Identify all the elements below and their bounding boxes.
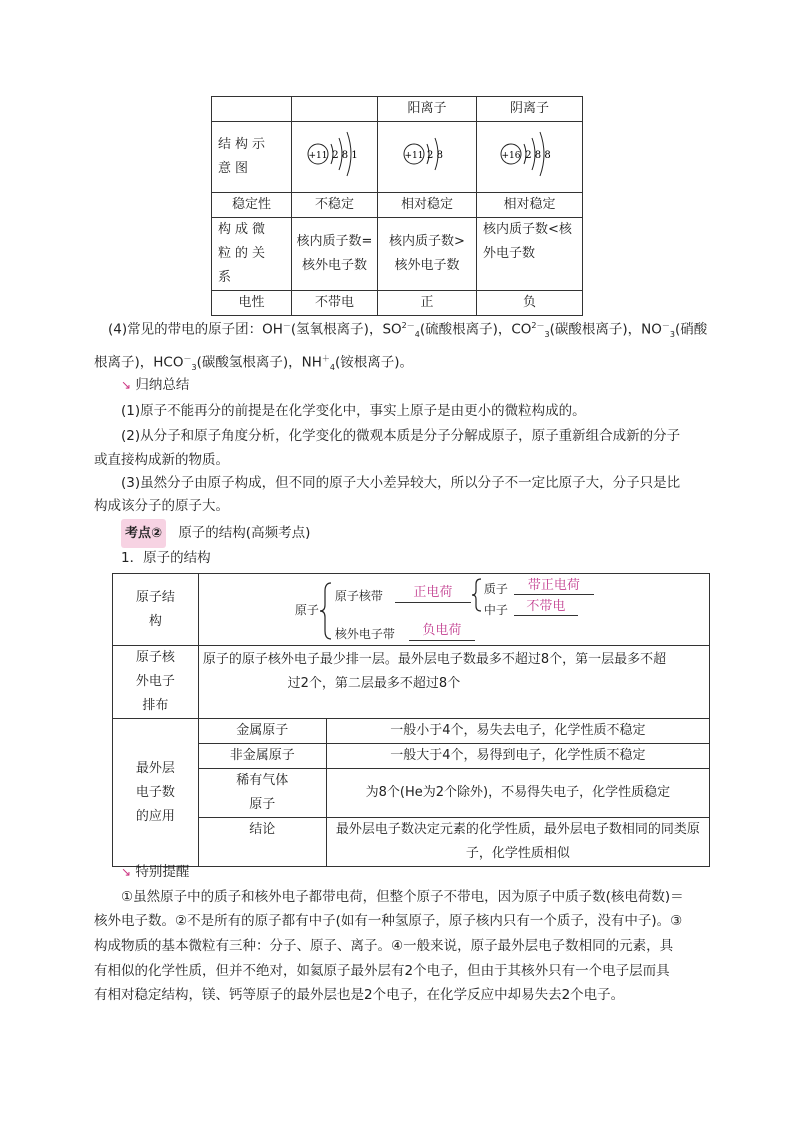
summary-p3-line2: 构成该分子的原子大。 <box>94 498 229 514</box>
atom-structure-table <box>112 573 710 867</box>
row-label-atom-structure: 原子结构 <box>113 574 199 646</box>
svg-text:+11: +11 <box>404 150 424 161</box>
kaodian-title: 原子的结构(高频考点) <box>178 525 311 541</box>
neutron-charge-answer: 不带电 <box>514 598 578 616</box>
row-label-relation: 构成微粒的关系 <box>212 218 292 291</box>
relation-atom: 核内质子数=核外电子数 <box>292 218 378 291</box>
electron-charge-answer: 负电荷 <box>409 622 475 641</box>
tip-line5: 有相对稳定结构，镁、钙等原子的最外层也是2个电子，在化学反应中却易失去2个电子。 <box>94 987 625 1003</box>
nonmetal-atom-desc: 一般大于4个，易得到电子，化学性质不稳定 <box>326 744 709 769</box>
header-anion: 阴离子 <box>477 97 583 122</box>
charge-atom: 不带电 <box>292 291 378 316</box>
anion-diagram-cell <box>477 122 583 193</box>
arrow-icon: ↘ <box>121 378 132 392</box>
header-cation: 阳离子 <box>378 97 477 122</box>
relation-cation: 核内质子数>核外电子数 <box>378 218 477 291</box>
ion-groups-line1: (4)常见的带电的原子团：OH－(氢氧根离子)，$SO^{2-}_4$(硫酸根离子)，$CO^{2-}_3$(碳酸根离子)，$NO^-_3$(硝酸 <box>108 321 708 340</box>
tip-line3: 构成物质的基本微粒有三种：分子、原子、离子。④一般来说，原子最外层电子数相同的元素，具 <box>94 938 674 954</box>
metal-atom-desc: 一般小于4个，易失去电子，化学性质不稳定 <box>326 719 709 744</box>
stability-anion: 相对稳定 <box>477 193 583 218</box>
tip-line1: ①虽然原子中的质子和核外电子都带电荷，但整个原子不带电，因为原子中质子数(核电荷数)＝ <box>121 889 684 905</box>
atom-diagram-cell <box>292 122 378 193</box>
summary-heading: ↘ 归纳总结 <box>121 377 190 393</box>
conclusion-desc: 最外层电子数决定元素的化学性质，最外层电子数相同的同类原子，化学性质相似 <box>326 818 709 867</box>
section-subtitle: 1．原子的结构 <box>121 550 211 566</box>
row-label-charge: 电性 <box>212 291 292 316</box>
conclusion-label: 结论 <box>198 818 326 867</box>
tip-line2: 核外电子数。②不是所有的原子都有中子(如有一种氢原子，原子核内只有一个质子，没有中子)。③ <box>94 913 683 929</box>
charge-anion: 负 <box>477 291 583 316</box>
metal-atom-label: 金属原子 <box>198 719 326 744</box>
header-cell <box>212 97 292 122</box>
brace-icon <box>319 581 333 641</box>
charge-cation: 正 <box>378 291 477 316</box>
svg-text:+16: +16 <box>501 150 520 161</box>
row-label-structure: 结构示意图 <box>212 122 292 193</box>
sodium-ion-diagram <box>397 127 457 179</box>
row-label-stability: 稳定性 <box>212 193 292 218</box>
svg-text:2 8 8: 2 8 8 <box>524 149 551 161</box>
svg-text:2 8 1: 2 8 1 <box>331 149 358 161</box>
tip-heading: ↘ 特别提醒 <box>121 864 190 880</box>
summary-p2-line2: 或直接构成新的物质。 <box>94 452 229 468</box>
stability-cation: 相对稳定 <box>378 193 477 218</box>
sodium-atom-diagram <box>305 127 365 179</box>
relation-anion: 核内质子数<核外电子数 <box>477 218 583 291</box>
header-cell <box>292 97 378 122</box>
kaodian-badge: 考点② <box>121 519 166 548</box>
proton-charge-answer: 带正电荷 <box>514 577 594 595</box>
summary-p3-line1: (3)虽然分子由原子构成，但不同的原子大小差异较大，所以分子不一定比原子大，分子只是比 <box>121 475 681 491</box>
noble-gas-desc: 为8个(He为2个除外)，不易得失电子，化学性质稳定 <box>326 769 709 818</box>
stability-atom: 不稳定 <box>292 193 378 218</box>
summary-p1: (1)原子不能再分的前提是在化学变化中，事实上原子是由更小的微粒构成的。 <box>121 403 586 419</box>
svg-text:+11: +11 <box>308 150 327 161</box>
row-label-outer-electrons: 最外层电子数的应用 <box>113 719 199 867</box>
noble-gas-label: 稀有气体原子 <box>198 769 326 818</box>
nonmetal-atom-label: 非金属原子 <box>198 744 326 769</box>
brace-small-icon <box>471 578 483 612</box>
nucleus-charge-answer: 正电荷 <box>395 584 471 603</box>
row-label-electron-arrangement: 原子核外电子排布 <box>113 646 199 719</box>
arrow-icon: ↘ <box>121 865 132 879</box>
electron-arrangement-text: 原子的原子核外电子最少排一层。最外层电子数最多不超过8个，第一层最多不超 过2个，第二层最多不超过8个 <box>198 646 709 719</box>
ion-diagram-cell <box>378 122 477 193</box>
ion-comparison-table <box>211 96 583 316</box>
ion-groups-line2: 根离子)，$HCO^-_3$(碳酸氢根离子)，$NH^+_4$(铵根离子)。 <box>94 354 414 373</box>
sulfide-ion-diagram <box>498 127 562 179</box>
summary-p2-line1: (2)从分子和原子角度分析，化学变化的微观本质是分子分解成原子，原子重新组合成新的分子 <box>121 428 681 444</box>
tip-line4: 有相似的化学性质，但并不绝对，如氦原子最外层有2个电子，但由于其核外只有一个电子层而具 <box>94 963 670 979</box>
svg-text:2 8: 2 8 <box>427 149 443 161</box>
atom-structure-diagram: 原子 原子核带 正电荷 质子 带正电荷 中子 不带电 核外电子带 负电荷 <box>198 574 709 646</box>
